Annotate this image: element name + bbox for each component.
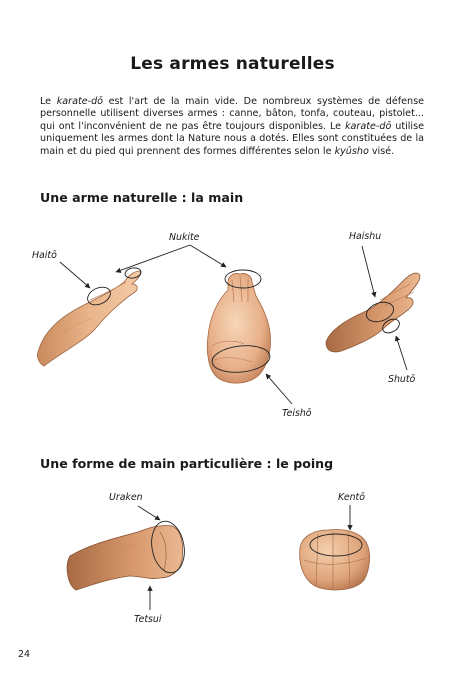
label-uraken: Uraken [109, 492, 143, 503]
label-kento: Kentō [338, 492, 365, 503]
section-heading-main: Une arme naturelle : la main [40, 190, 244, 205]
intro-term-kyusho: kyūsho [334, 145, 369, 157]
label-teisho: Teishō [282, 408, 312, 419]
intro-term-karate-2: karate-dō [344, 120, 392, 132]
intro-text-1: Le [40, 96, 57, 107]
hand-haito-illustration [37, 267, 141, 366]
label-shuto: Shutō [388, 374, 416, 385]
intro-text-3: utilise uniquement les armes dont la Nature nous a dotés. Elles sont constituées de la main et du pied qui prennent des formes différentes selon le [40, 120, 424, 157]
page-number: 24 [18, 649, 31, 660]
intro-text-2: est l'art de la main vide. De nombreux systèmes de défense personnelle utilisent diverses armes : canne, bâton, tonfa, couteau, pistolet... qui ont l'inconvénient de ne pas être toujours disponibles. Le [40, 96, 424, 132]
intro-text-4: visé. [368, 145, 395, 157]
label-nukite: Nukite [169, 232, 200, 243]
hand-haishu-illustration [326, 273, 420, 352]
fist-kento-illustration [300, 530, 370, 590]
label-tetsui: Tetsui [134, 614, 162, 625]
fist-uraken-illustration [67, 519, 188, 590]
hand-teisho-illustration [207, 270, 271, 383]
section-heading-poing: Une forme de main particulière : le poing [40, 456, 334, 471]
label-haishu: Haishu [349, 231, 382, 242]
intro-term-karate-1: karate-dō [56, 96, 104, 107]
page-title: Les armes naturelles [130, 54, 335, 74]
label-haito: Haitō [32, 250, 57, 261]
